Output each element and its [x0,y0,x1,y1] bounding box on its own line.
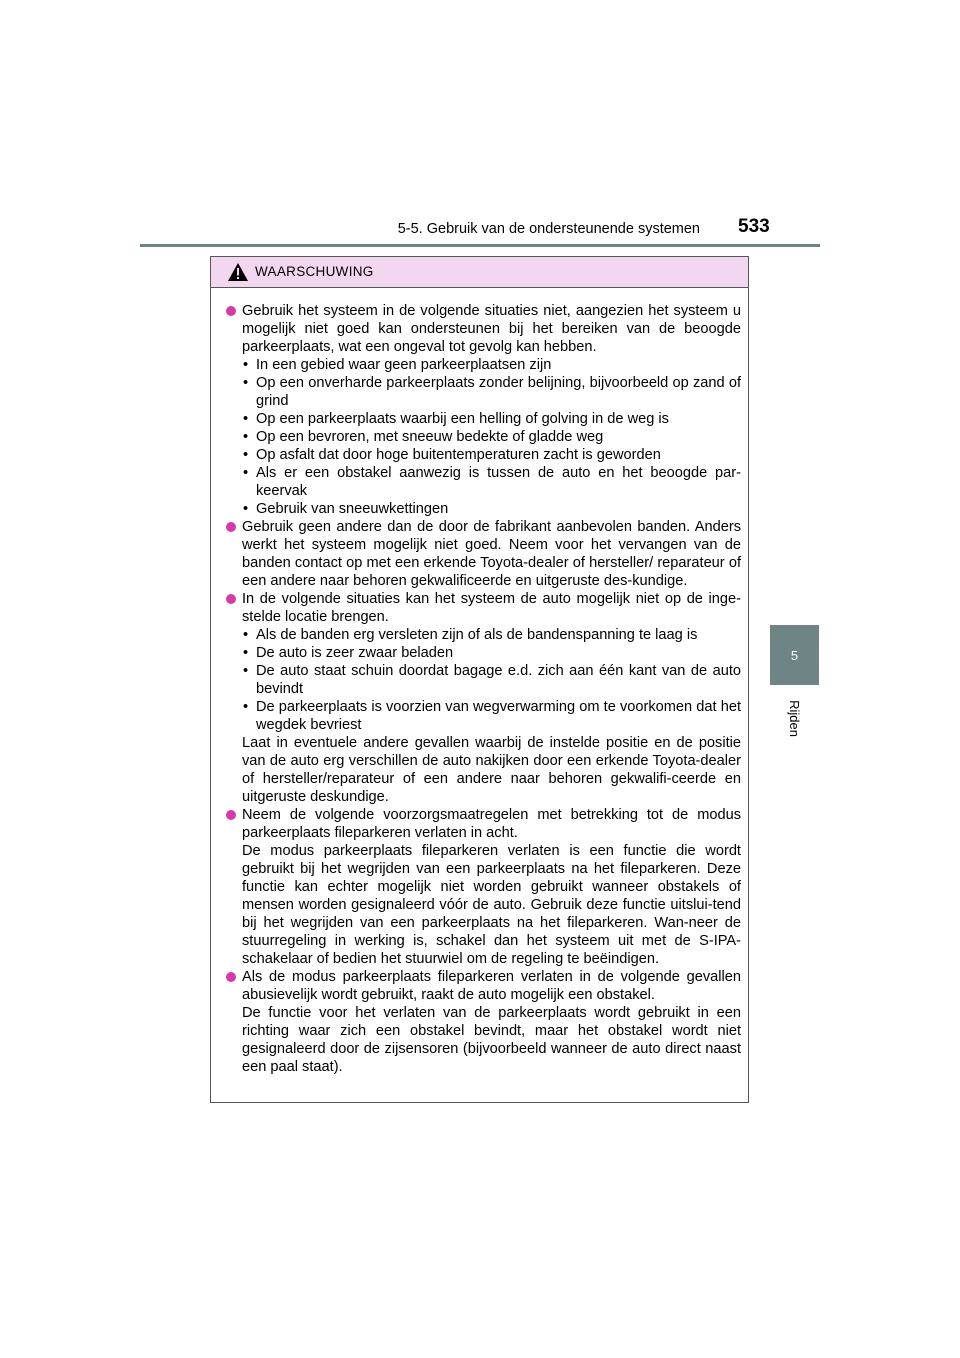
bullet-dot-icon [226,594,236,604]
sub-list-item [242,698,741,734]
chapter-label-text: Rijden [786,699,802,737]
bullet-dot-icon [226,522,236,532]
sub-list-item [242,644,741,662]
warning-title: WAARSCHUWING [255,264,374,279]
sub-list-item-text: De auto is zeer zwaar beladen [256,645,454,661]
bullet-icon: • [243,411,249,427]
bullet-icon: • [243,663,249,679]
warning-item [223,518,741,590]
bullet-icon: • [243,375,249,391]
warning-triangle-icon [227,262,249,282]
sub-list-item [242,356,741,374]
warning-item-text: In de volgende situaties kan het systeem de auto mogelijk niet op de inge-stelde locatie brengen. [242,591,741,625]
bullet-icon: • [243,645,249,661]
sub-list-item-text: In een gebied waar geen parkeerplaatsen zijn [256,357,552,373]
bullet-icon: • [243,627,249,643]
sub-list [242,626,741,734]
bullet-icon: • [243,501,249,517]
warning-box [210,256,749,1103]
bullet-icon: • [243,429,249,445]
warning-item-text: Als de modus parkeerplaats fileparkeren verlaten in de volgende gevallen abusievelijk wordt gebruikt, raakt de auto mogelijk een obstakel. [242,969,741,1003]
sub-list-item [242,410,741,428]
sub-list-item-text: Op een bevroren, met sneeuw bedekte of gladde weg [256,429,604,445]
section-title: 5-5. Gebruik van de ondersteunende systemen [397,221,700,237]
sub-list-item-text: Op asfalt dat door hoge buitentemperaturen zacht is geworden [256,447,661,463]
warning-item-text: Gebruik geen andere dan de door de fabrikant aanbevolen banden. Anders werkt het systeem mogelijk niet goed. Neem voor het vervangen van de banden contact op met een erkende Toyota-dealer of hersteller/ reparateur of een andere naar behoren gekwalificeerde en uitgeruste des-kundige. [242,519,741,589]
bullet-dot-icon [226,972,236,982]
sub-list-item-text: Als er een obstakel aanwezig is tussen de auto en het beoogde par-keervak [256,465,741,499]
sub-list-item [242,464,741,500]
bullet-icon: • [243,699,249,715]
sub-list-item-text: Gebruik van sneeuwkettingen [256,501,449,517]
sub-list [242,356,741,518]
warning-item-note: De modus parkeerplaats fileparkeren verlaten is een functie die wordt gebruikt bij het wegrijden van een parkeerplaats na het fileparkeren. Deze functie kan echter mogelijk niet worden gebruikt wanneer obstakels of mensen worden gesignaleerd vóór de auto. Gebruik deze functie uitslui-tend bij het wegrijden van een parkeerplaats na het fileparkeren. Wan-neer de stuurregeling in werking is, schakel dan het systeem uit met de S-IPA-schakelaar of bedien het stuurwiel om de regeling te beëindigen. [242,843,741,967]
sub-list-item-text: De parkeerplaats is voorzien van wegverwarming om te voorkomen dat het wegdek bevriest [256,699,741,733]
sub-list-item [242,446,741,464]
sub-list-item [242,500,741,518]
warning-header [211,257,748,288]
warning-item [223,968,741,1076]
header-divider [140,244,820,247]
sub-list-item [242,662,741,698]
page-number: 533 [738,216,770,237]
warning-item [223,590,741,806]
warning-item [223,302,741,518]
sub-list-item-text: De auto staat schuin doordat bagage e.d. zich aan één kant van de auto bevindt [256,663,741,697]
bullet-dot-icon [226,306,236,316]
sub-list-item [242,626,741,644]
warning-item [223,806,741,968]
bullet-icon: • [243,357,249,373]
warning-item-text: Neem de volgende voorzorgsmaatregelen met betrekking tot de modus parkeerplaats fileparkeren verlaten in acht. [242,807,741,841]
bullet-icon: • [243,465,249,481]
chapter-tab: 5 [770,625,819,685]
chapter-label [770,688,819,748]
sub-list-item-text: Op een onverharde parkeerplaats zonder belijning, bijvoorbeeld op zand of grind [256,375,741,409]
sub-list-item [242,374,741,410]
bullet-dot-icon [226,810,236,820]
warning-item-note: Laat in eventuele andere gevallen waarbij de instelde positie en de positie van de auto erg verschillen de auto nakijken door een erkende Toyota-dealer of hersteller/reparateur of een andere naar behoren gekwalifi-ceerde en uitgeruste deskundige. [242,735,741,805]
sub-list-item [242,428,741,446]
warning-content [211,288,748,1076]
sub-list-item-text: Als de banden erg versleten zijn of als de bandenspanning te laag is [256,627,698,643]
sub-list-item-text: Op een parkeerplaats waarbij een helling of golving in de weg is [256,411,669,427]
bullet-icon: • [243,447,249,463]
warning-item-text: Gebruik het systeem in de volgende situaties niet, aangezien het systeem u mogelijk niet goed kan ondersteunen bij het bereiken van de beoogde parkeerplaats, wat een ongeval tot gevolg kan hebben. [242,303,741,355]
warning-item-note: De functie voor het verlaten van de parkeerplaats wordt gebruikt in een richting waar zich een obstakel bevindt, maar het obstakel wordt niet gesignaleerd door de zijsensoren (bijvoorbeeld wanneer de auto direct naast een paal staat). [242,1005,741,1075]
